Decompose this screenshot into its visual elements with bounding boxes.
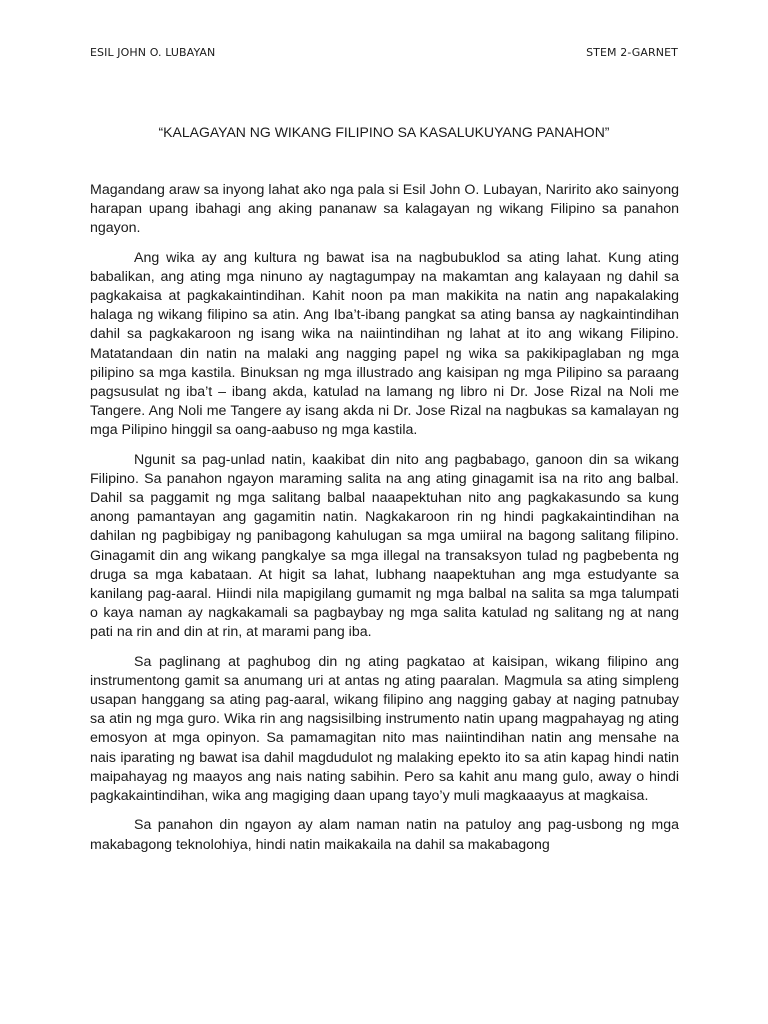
paragraph: Ngunit sa pag-unlad natin, kaakibat din nito ang pagbabago, ganoon din sa wikang Filipino. Sa panahon ngayon maraming salita na ang ating ginagamit isa na rito ang balbal. Dahil sa paggamit ng mga salitang balbal naaapektuhan nito ang pagkakasundo sa kung anong pamantayan ang gagamitin natin. Nagkakaroon rin ng hindi pagkakaintindihan na dahilan ng pagbibigay ng panibagong kahulugan sa mga umiiral na bagong salitang filipino. Ginagamit din ang wikang pangkalye sa mga illegal na transaksyon tulad ng pagbebenta ng druga sa mga kabataan. At higit sa lahat, lubhang naapektuhan ang mga estudyante sa kanilang pag-aaral. Hiindi nila mapigilang gumamit ng mga balbal na salita sa mga talumpati o kaya naman ay nagkakamali sa pagbaybay ng mga salita katulad ng salitang ng at nang pati na rin and din at rin, at marami pang iba. [90, 451, 679, 641]
document-body [90, 181, 679, 865]
document-title: “KALAGAYAN NG WIKANG FILIPINO SA KASALUKUYANG PANAHON” [158, 124, 610, 140]
author-name: ESIL JOHN O. LUBAYAN [90, 46, 216, 59]
page-header [90, 46, 678, 64]
paragraph: Sa paglinang at paghubog din ng ating pagkatao at kaisipan, wikang filipino ang instrumentong gamit sa anumang uri at antas ng ating paaralan. Magmula sa ating simpleng usapan hanggang sa ating pag-aaral, wikang filipino ang nagging gabay at naging patnubay sa atin ng mga guro. Wika rin ang nagsisilbing instrumento natin upang magpahayag ng ating emosyon at mga opinyon. Sa pamamagitan nito mas naiintindihan natin ang mensahe na nais iparating ng bawat isa dahil magdudulot ng malaking epekto ito sa atin kapag hindi natin maipahayag ng maayos ang nais nating sabihin. Pero sa kahit anu mang gulo, away o hindi pagkakaintindihan, wika ang magiging daan upang tayo’y muli magkaaayus at magkaisa. [90, 653, 679, 805]
paragraph-intro: Magandang araw sa inyong lahat ako nga pala si Esil John O. Lubayan, Naririto ako sainyong harapan upang ibahagi ang aking pananaw sa kalagayan ng wikang Filipino sa panahon ngayon. [90, 182, 679, 237]
paragraph: Sa panahon din ngayon ay alam naman natin na patuloy ang pag-usbong ng mga makabagong teknolohiya, hindi natin maikakaila na dahil sa makabagong [90, 817, 679, 853]
paragraph: Ang wika ay ang kultura ng bawat isa na nagbubuklod sa ating lahat. Kung ating babalikan, ang ating mga ninuno ay nagtagumpay na makamtan ang kalayaan ng dahil sa pagkakaisa at pagkakaintindihan. Kahit noon pa man makikita na natin ang napakalaking halaga ng wikang filipino sa atin. Ang Iba’t-ibang pangkat sa ating bansa ay nagkaintindihan dahil sa pagkakaroon ng isang wika na naiintindihan ng lahat at ito ang wikang Filipino. Matatandaan din natin na malaki ang nagging papel ng wika sa pakikipaglaban ng mga pilipino sa mga kastila. Binuksan ng mga illustrado ang kaisipan ng mga Pilipino sa paraang pagsusulat ng iba’t – ibang akda, katulad na lamang ng libro ni Dr. Jose Rizal na Noli me Tangere. Ang Noli me Tangere ay isang akda ni Dr. Jose Rizal na nagbukas sa kamalayan ng mga Pilipino hinggil sa oang-aabuso ng mga kastila. [90, 249, 679, 439]
section-name: STEM 2-GARNET [586, 46, 678, 59]
